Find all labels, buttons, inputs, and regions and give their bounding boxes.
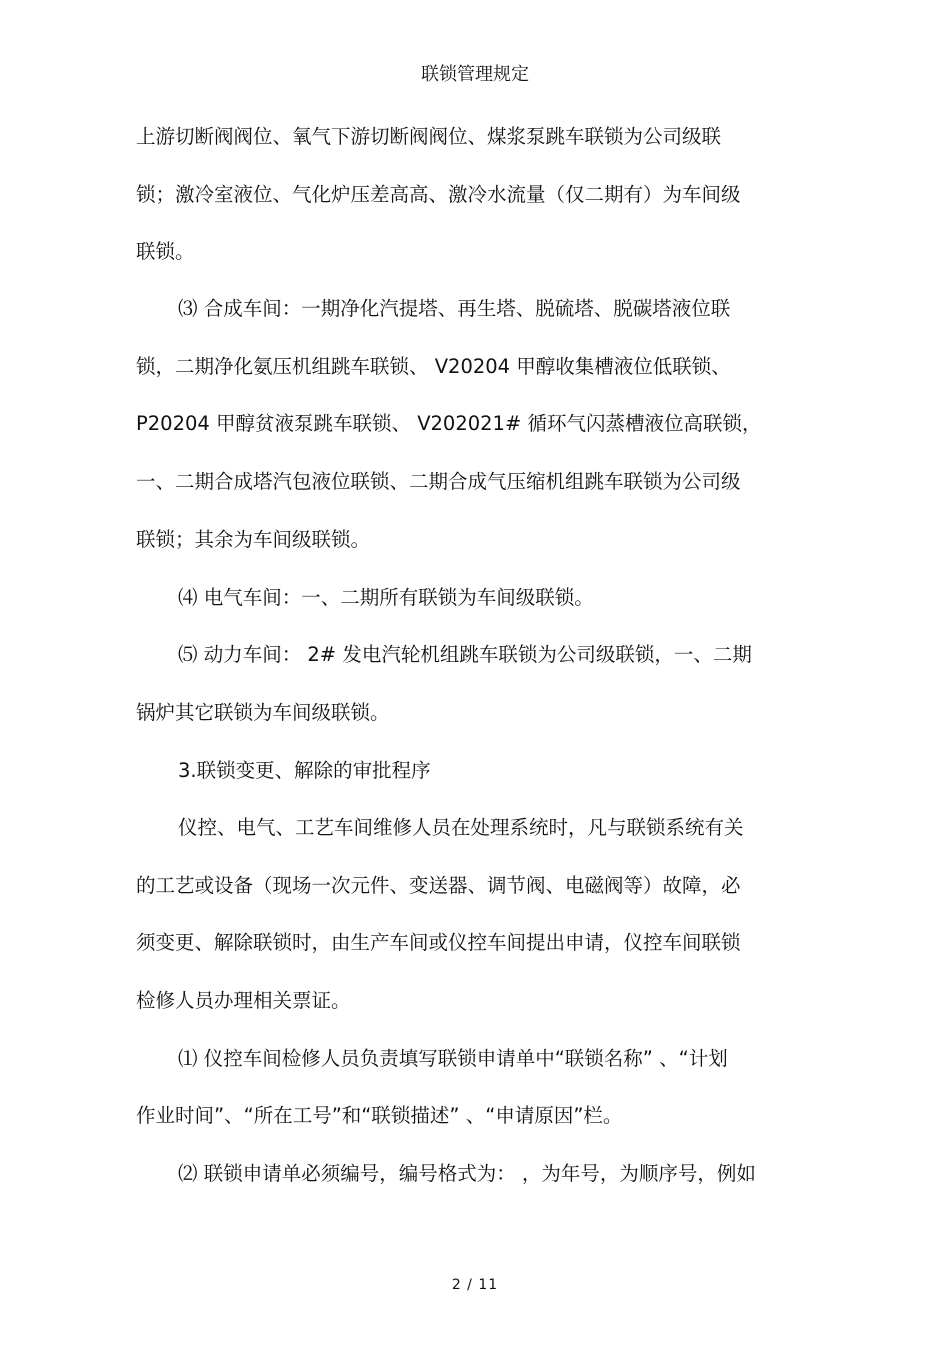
text-line-3: 联锁。 bbox=[136, 240, 195, 263]
text-line-14: 的工艺或设备（现场一次元件、变送器、调节阀、电磁阀等）故障，必 bbox=[136, 874, 741, 897]
page-header-title: 联锁管理规定 bbox=[421, 64, 529, 85]
text-line-11: 锅炉其它联锁为车间级联锁。 bbox=[136, 701, 390, 724]
text-line-9: ⑷ 电气车间：一、二期所有联锁为车间级联锁。 bbox=[178, 586, 594, 609]
text-line-4: ⑶ 合成车间：一期净化汽提塔、再生塔、脱硫塔、脱碳塔液位联 bbox=[178, 297, 731, 320]
text-line-10: ⑸ 动力车间： 2# 发电汽轮机组跳车联锁为公司级联锁，一、二期 bbox=[178, 643, 752, 666]
text-line-6: P20204 甲醇贫液泵跳车联锁、 V202021# 循环气闪蒸槽液位高联锁， bbox=[136, 412, 762, 435]
text-line-16: 检修人员办理相关票证。 bbox=[136, 989, 351, 1012]
text-line-2: 锁；激冷室液位、气化炉压差高高、激冷水流量（仅二期有）为车间级 bbox=[136, 183, 741, 206]
text-line-15: 须变更、解除联锁时，由生产车间或仪控车间提出申请，仪控车间联锁 bbox=[136, 931, 741, 954]
text-line-17: ⑴ 仪控车间检修人员负责填写联锁申请单中“联锁名称” 、“计划 bbox=[178, 1047, 728, 1070]
text-line-1: 上游切断阀阀位、氧气下游切断阀阀位、煤浆泵跳车联锁为公司级联 bbox=[136, 125, 722, 148]
text-line-5: 锁，二期净化氨压机组跳车联锁、 V20204 甲醇收集槽液位低联锁、 bbox=[136, 355, 731, 378]
text-line-18: 作业时间”、“所在工号”和“联锁描述” 、“申请原因”栏。 bbox=[136, 1104, 623, 1127]
text-line-8: 联锁；其余为车间级联锁。 bbox=[136, 528, 371, 551]
text-line-19: ⑵ 联锁申请单必须编号，编号格式为： ，为年号，为顺序号，例如 bbox=[178, 1162, 756, 1185]
section-heading: 3.联锁变更、解除的审批程序 bbox=[178, 759, 431, 782]
page-number: 2 / 11 bbox=[451, 1277, 499, 1293]
text-line-7: 一、二期合成塔汽包液位联锁、二期合成气压缩机组跳车联锁为公司级 bbox=[136, 470, 741, 493]
text-line-13: 仪控、电气、工艺车间维修人员在处理系统时，凡与联锁系统有关 bbox=[178, 816, 744, 839]
